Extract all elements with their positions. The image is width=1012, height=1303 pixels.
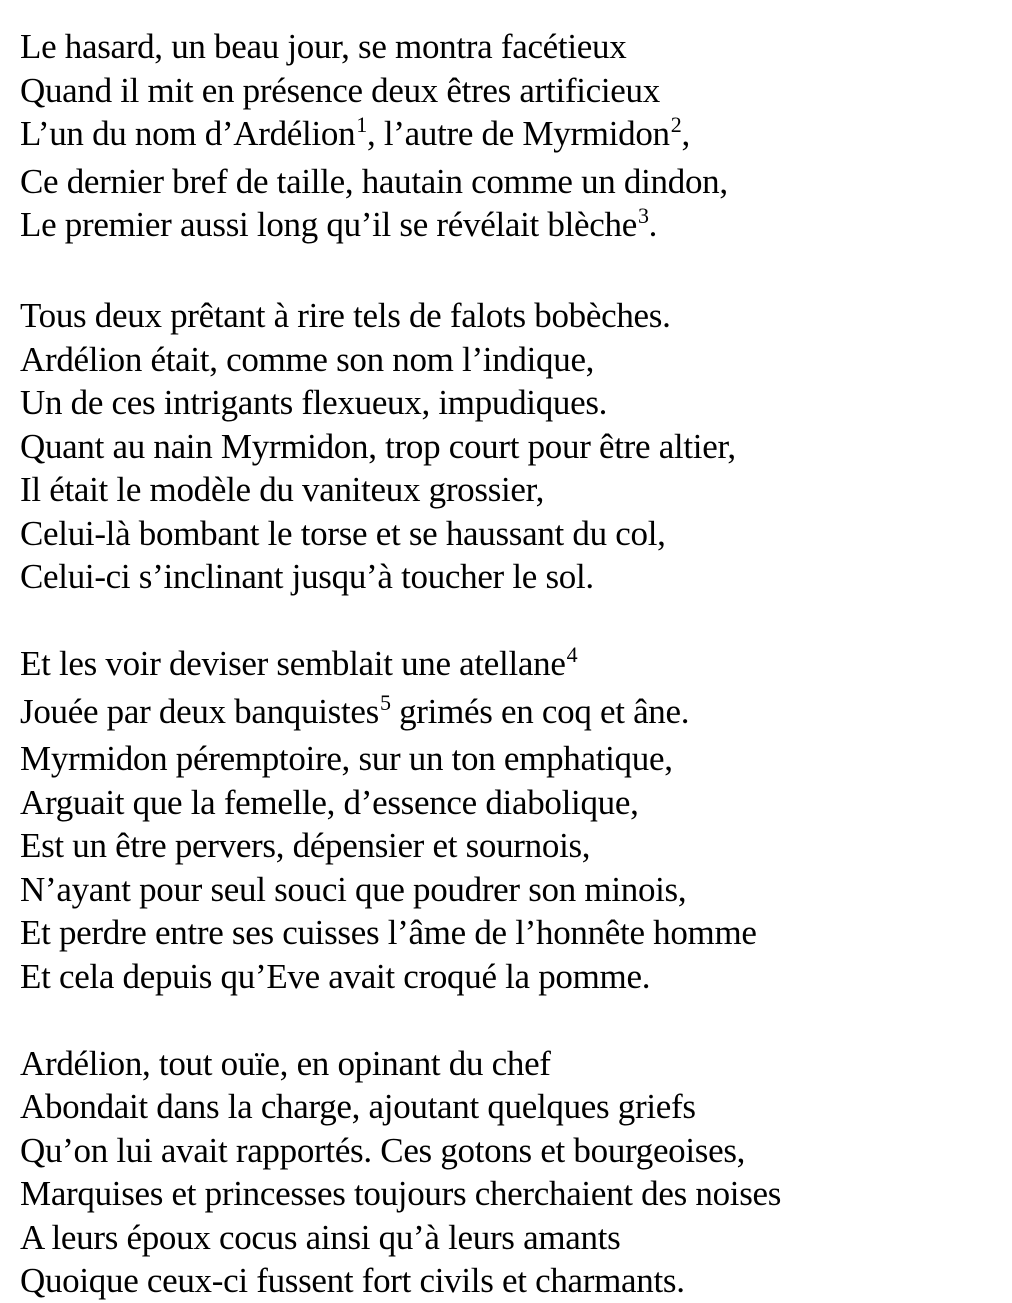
line-text: Jouée par deux banquistes [20, 691, 379, 731]
footnote-marker: 2 [670, 112, 682, 137]
stanza [20, 25, 1000, 251]
poem-text [20, 25, 1000, 1303]
footnote-marker: 5 [379, 689, 391, 715]
footnote-marker: 3 [637, 203, 649, 228]
poem-line [20, 294, 1000, 338]
poem-line [20, 555, 1000, 599]
line-text: Ardélion, tout ouïe, en opinant du chef [20, 1043, 551, 1083]
poem-line [20, 868, 1000, 912]
line-text: Ce dernier bref de taille, hautain comme un dindon, [20, 161, 728, 201]
poem-line [20, 1216, 1000, 1260]
line-text: Et les voir deviser semblait une atellane [20, 644, 566, 683]
poem-line [20, 112, 1000, 160]
poem-line [20, 1259, 1000, 1303]
line-text: Un de ces intrigants flexueux, impudiques. [20, 383, 608, 422]
line-text: Le hasard, un beau jour, se montra facétieux [20, 27, 627, 66]
footnote-marker: 4 [566, 642, 578, 667]
line-text: Myrmidon péremptoire, sur un ton emphatique, [20, 739, 673, 778]
poem-line [20, 25, 1000, 69]
line-text: Abondait dans la charge, ajoutant quelques griefs [20, 1087, 696, 1126]
line-text: Est un être pervers, dépensier et sournois, [20, 826, 591, 865]
line-text: grimés en coq et âne. [390, 691, 690, 731]
poem-line [20, 911, 1000, 955]
poem-line [20, 737, 1000, 781]
poem-line [20, 1172, 1000, 1216]
line-text: . [648, 205, 658, 244]
stanza [20, 1042, 1000, 1303]
line-text: Quant au nain Myrmidon, trop court pour être altier, [20, 426, 736, 466]
poem-line [20, 1085, 1000, 1129]
line-text: Arguait que la femelle, d’essence diabolique, [20, 782, 639, 822]
poem-line [20, 1129, 1000, 1173]
poem-line [20, 955, 1000, 999]
poem-line [20, 642, 1000, 690]
poem-line [20, 425, 1000, 469]
line-text: Marquises et princesses toujours cherchaient des noises [20, 1174, 782, 1213]
poem-line [20, 1042, 1000, 1086]
stanza [20, 642, 1000, 998]
poem-line [20, 381, 1000, 425]
poem-line [20, 468, 1000, 512]
line-text: N’ayant pour seul souci que poudrer son minois, [20, 869, 687, 909]
line-text: Tous deux prêtant à rire tels de falots bobèches. [20, 296, 671, 335]
poem-line [20, 824, 1000, 868]
line-text: Ardélion était, comme son nom l’indique, [20, 339, 595, 379]
stanza [20, 294, 1000, 599]
poem-line [20, 69, 1000, 113]
line-text: , [681, 114, 690, 153]
line-text: L’un du nom d’Ardélion [20, 114, 356, 153]
line-text: Le premier aussi long qu’il se révélait blèche [20, 205, 637, 244]
footnote-marker: 1 [356, 112, 367, 137]
poem-line [20, 781, 1000, 825]
line-text: Quoique ceux-ci fussent fort civils et charmants. [20, 1261, 685, 1300]
line-text: , l’autre de Myrmidon [366, 114, 670, 153]
poem-line [20, 690, 1000, 738]
line-text: A leurs époux cocus ainsi qu’à leurs amants [20, 1217, 621, 1257]
line-text: Quand il mit en présence deux êtres artificieux [20, 70, 660, 110]
line-text: Et perdre entre ses cuisses l’âme de l’honnête homme [20, 913, 757, 952]
line-text: Qu’on lui avait rapportés. Ces gotons et bourgeoises, [20, 1130, 746, 1170]
poem-line [20, 338, 1000, 382]
line-text: Et cela depuis qu’Eve avait croqué la pomme. [20, 956, 651, 996]
poem-line [20, 203, 1000, 251]
line-text: Celui-ci s’inclinant jusqu’à toucher le sol. [20, 557, 594, 596]
line-text: Celui-là bombant le torse et se haussant du col, [20, 513, 666, 553]
poem-line [20, 512, 1000, 556]
line-text: Il était le modèle du vaniteux grossier, [20, 470, 545, 509]
poem-line [20, 160, 1000, 204]
